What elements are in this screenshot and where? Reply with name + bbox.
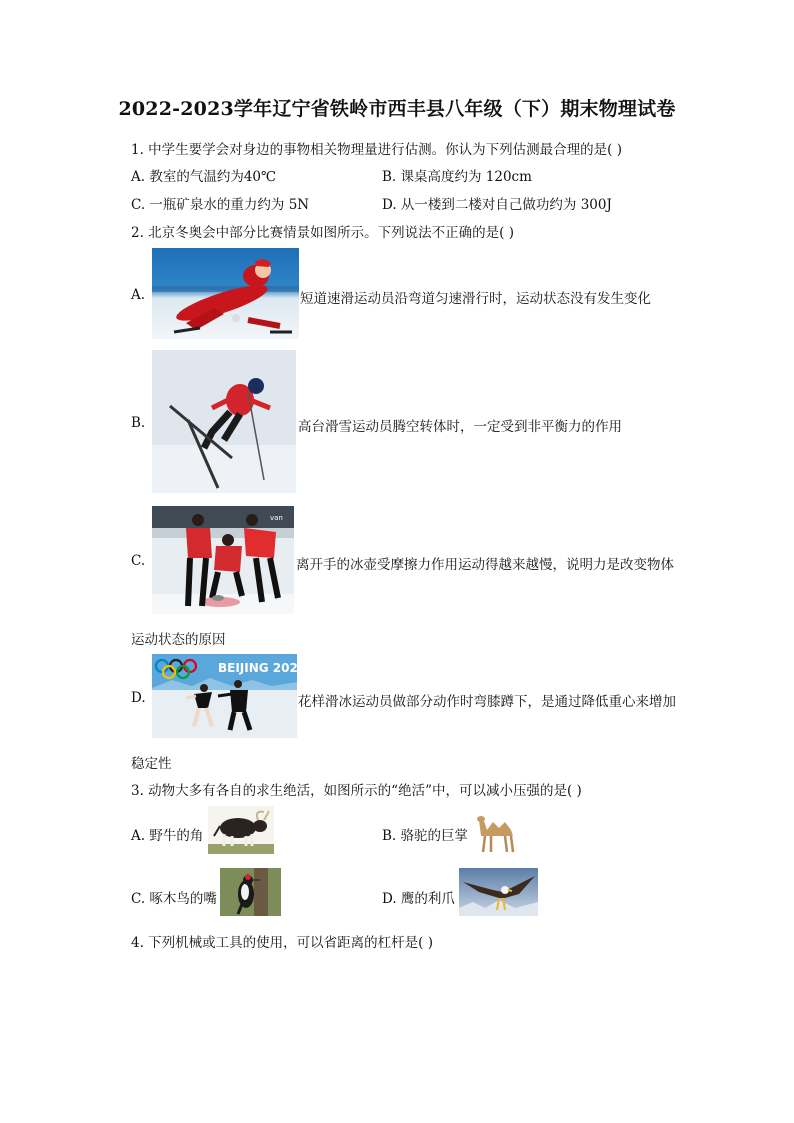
speed-skating-photo — [152, 248, 299, 339]
camel-picture — [473, 810, 521, 855]
curling-photo — [152, 506, 294, 614]
question-4-stem: 4. 下列机械或工具的使用，可以省距离的杠杆是( ) — [131, 935, 433, 951]
question-3-option-c: C. 啄木鸟的嘴 — [131, 891, 217, 907]
question-2-option-b-text: 高台滑雪运动员腾空转体时，一定受到非平衡力的作用 — [298, 419, 622, 435]
page-title: 2022-2023学年辽宁省铁岭市西丰县八年级（下）期末物理试卷 — [118, 98, 676, 120]
question-2-option-d-text: 花样滑冰运动员做部分动作时弯膝蹲下，是通过降低重心来增加 — [298, 694, 676, 710]
question-2-option-a-text: 短道速滑运动员沿弯道匀速滑行时，运动状态没有发生变化 — [300, 291, 651, 307]
aerial-skiing-photo — [152, 350, 296, 493]
arena-banner-text: van — [270, 514, 283, 522]
question-1-stem: 1. 中学生要学会对身边的事物相关物理量进行估测。你认为下列估测最合理的是( ) — [131, 142, 622, 158]
question-3-stem: 3. 动物大多有各自的求生绝活，如图所示的“绝活”中，可以减小压强的是( ) — [131, 783, 582, 799]
question-2-stem: 2. 北京冬奥会中部分比赛情景如图所示。下列说法不正确的是( ) — [131, 225, 514, 241]
beijing-2022-banner: BEIJING 2022 — [218, 661, 307, 675]
question-1-option-a: A. 教室的气温约为40℃ — [131, 169, 277, 185]
wild-ox-picture — [208, 806, 274, 854]
question-1-option-c: C. 一瓶矿泉水的重力约为 5N — [131, 197, 310, 213]
question-2-option-c-letter: C. — [131, 553, 146, 569]
eagle-picture — [459, 868, 538, 916]
question-3-option-d: D. 鹰的利爪 — [382, 891, 455, 907]
question-2-option-d-text-continued: 稳定性 — [131, 756, 172, 772]
question-2-option-a-letter: A. — [131, 287, 146, 303]
question-1-option-d: D. 从一楼到二楼对自己做功约为 300J — [382, 197, 612, 213]
question-2-option-d-letter: D. — [131, 690, 146, 706]
question-2-option-c-text-continued: 运动状态的原因 — [131, 632, 226, 648]
question-2-option-c-text: 离开手的冰壶受摩擦力作用运动得越来越慢，说明力是改变物体 — [296, 557, 674, 573]
question-2-option-b-letter: B. — [131, 415, 146, 431]
figure-skating-photo — [152, 654, 307, 738]
question-3-option-a: A. 野牛的角 — [131, 828, 204, 844]
woodpecker-picture — [220, 868, 281, 916]
question-1-option-b: B. 课桌高度约为 120cm — [382, 169, 532, 185]
question-3-option-b: B. 骆驼的巨掌 — [382, 828, 469, 844]
